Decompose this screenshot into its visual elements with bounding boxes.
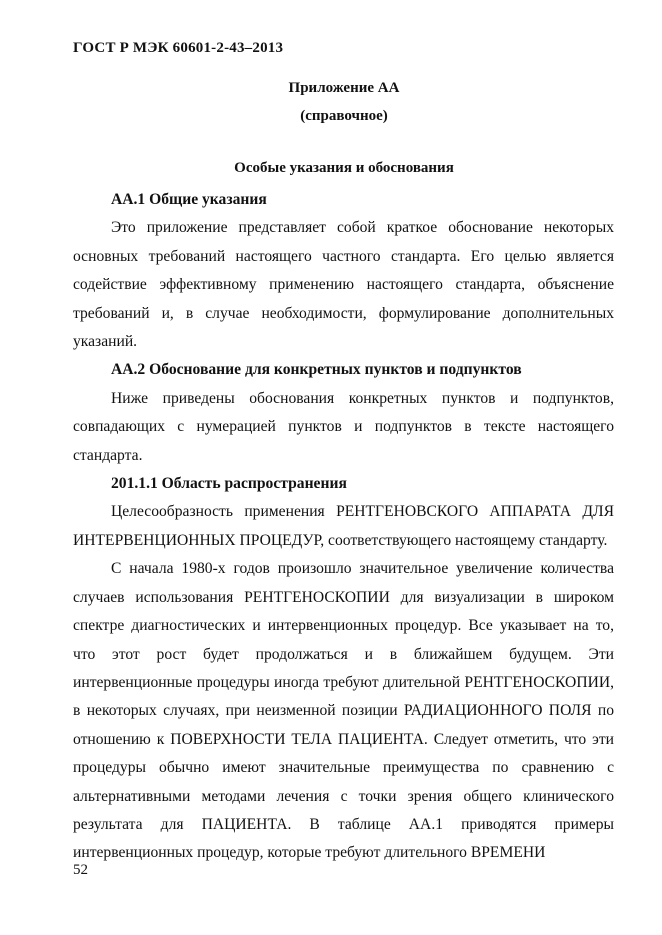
paragraph-201-1-1-a: Целесообразность применения РЕНТГЕНОВСКОГО АППАРАТА ДЛЯ ИНТЕРВЕНЦИОННЫХ ПРОЦЕДУР, соответствующего настоящему стандарту. bbox=[73, 503, 614, 549]
heading-201-1-1: 201.1.1 Область распространения bbox=[111, 475, 347, 493]
heading-aa2: АА.2 Обоснование для конкретных пунктов и подпунктов bbox=[111, 361, 522, 379]
paragraph-aa2: Ниже приведены обоснования конкретных пунктов и подпунктов, совпадающих с нумерацией пунктов и подпунктов в тексте настоящего стандарта. bbox=[73, 389, 614, 464]
heading-aa1: АА.1 Общие указания bbox=[111, 191, 267, 208]
paragraph-aa1: Это приложение представляет собой краткое обоснование некоторых основных требований настоящего частного стандарта. Его целью является содействие эффективному применению настоящего стандарта, объяснение требований и, в случае необходимости, формулирование дополнительных указаний. bbox=[73, 219, 614, 351]
page-number: 52 bbox=[73, 862, 88, 878]
section-title: Особые указания и обоснования bbox=[234, 160, 454, 176]
document-header: ГОСТ Р МЭК 60601-2-43–2013 bbox=[73, 40, 284, 56]
paragraph-201-1-1-b: С начала 1980-х годов произошло значительное увеличение количества случаев использования РЕНТГЕНОСКОПИИ для визуализации в широком спектре диагностических и интервенционных процедур. Все указывает на то, что этот рост будет продолжаться и в ближайшем будущем. Эти интервенционные процедуры иногда требуют длительной РЕНТГЕНОСКОПИИ, в некоторых случаях, при неизменной позиции РАДИАЦИОННОГО ПОЛЯ по отношению к ПОВЕРХНОСТИ ТЕЛА ПАЦИЕНТА. Следует отметить, что эти процедуры обычно имеют значительные преимущества по сравнению с альтернативными методами лечения с точки зрения общего клинического результата для ПАЦИЕНТА. В таблице АА.1 приводятся примеры интервенционных процедур, которые требуют длительного ВРЕМЕНИ bbox=[73, 560, 614, 862]
appendix-subtitle: (справочное) bbox=[300, 108, 388, 124]
document-body bbox=[73, 186, 614, 868]
appendix-title: Приложение АА bbox=[288, 80, 400, 96]
